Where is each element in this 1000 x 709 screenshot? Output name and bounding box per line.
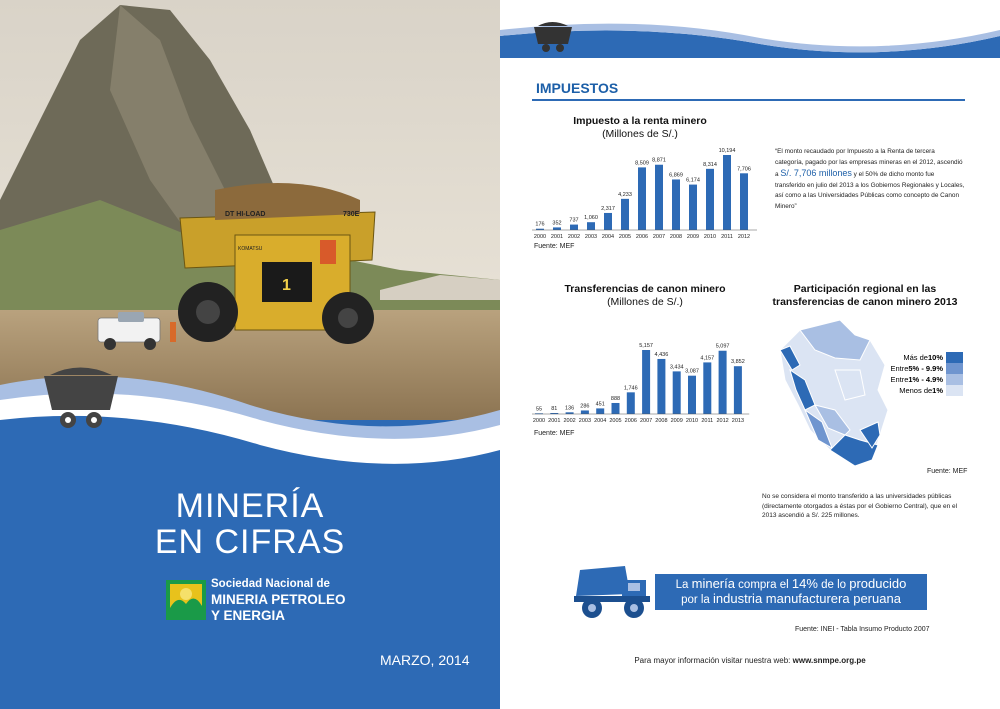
banner-text: La [675, 579, 692, 591]
section-divider [532, 99, 965, 101]
bar-2003 [581, 410, 589, 414]
map-title-line1: Participación regional en las [793, 283, 937, 295]
banner-source: Fuente: INEI - Tabla Insumo Producto 2007 [795, 626, 930, 633]
section-title: IMPUESTOS [536, 80, 619, 96]
map-title [765, 283, 965, 309]
cover-title-line2: EN CIFRAS [154, 523, 346, 561]
legend-swatch [946, 385, 963, 396]
bar-2001 [553, 227, 561, 230]
x-tick-label: 2010 [685, 418, 699, 424]
bar-label: 81 [551, 405, 558, 412]
bar-2006 [638, 167, 646, 230]
bar-2012 [719, 351, 727, 414]
banner-text: industria manufacturera peruana [713, 591, 901, 606]
legend-swatch [946, 374, 963, 385]
legend-swatch [946, 352, 963, 363]
bar-label: 8,871 [652, 157, 666, 164]
legend-item [868, 352, 963, 363]
cover-title-line1: MINERÍA [175, 487, 325, 525]
x-tick-label: 2002 [563, 418, 576, 424]
map-legend [868, 352, 963, 396]
quote-highlight: S/. 7,706 millones [780, 168, 852, 178]
footer [500, 656, 1000, 665]
map-source: Fuente: MEF [927, 468, 968, 475]
bar-label: 176 [535, 221, 545, 228]
banner-text: compra [734, 579, 780, 591]
chart1-subtitle: (Millones de S/.) [602, 128, 678, 140]
bar-2004 [596, 408, 604, 414]
bar-label: 3,434 [669, 364, 684, 371]
bar-label: 8,314 [703, 161, 717, 168]
bar-label: 3,087 [685, 368, 699, 375]
chart1-title: Impuesto a la renta minero [573, 115, 707, 127]
x-tick-label: 2001 [550, 234, 564, 240]
bar-2006 [627, 392, 635, 414]
x-tick-label: 2012 [716, 418, 729, 424]
legend-value: 10% [927, 353, 943, 362]
chart1-source: Fuente: MEF [534, 243, 575, 250]
footer-text: Para mayor información visitar nuestra web: [634, 656, 793, 665]
bar-2009 [689, 185, 697, 230]
x-tick-label: 2008 [669, 234, 683, 240]
x-tick-label: 2004 [601, 234, 615, 240]
bar-label: 888 [610, 395, 621, 402]
x-tick-label: 2011 [701, 418, 714, 424]
bar-2003 [587, 222, 595, 230]
bar-2011 [723, 155, 731, 230]
banner-text: el [779, 579, 792, 591]
bar-label: 7,706 [737, 166, 751, 173]
quote-part1: “El monto recaudado por Impuesto a la Renta de tercera categoría, pagado por las empresas mineras en el 2012, ascendió a [775, 148, 963, 178]
bar-label: 8,509 [635, 160, 649, 167]
x-tick-label: 2009 [686, 234, 700, 240]
bar-label: 451 [595, 401, 605, 408]
bar-label: 1,060 [584, 215, 598, 222]
truck-model: 730E [343, 211, 360, 218]
bar-2010 [688, 376, 696, 414]
x-tick-label: 2011 [721, 234, 733, 240]
org-name-line2: MINERIA PETROLEO [211, 592, 346, 607]
quote-part2: y el 50% de dicho monto fue transferido en julio del 2013 a los Gobiernos Regionales y Locales, así como a las Universidades Públicas como concepto de Canon Minero” [775, 171, 965, 210]
x-tick-label: 2003 [584, 234, 598, 240]
map-note: No se considera el monto transferido a las universidades públicas (directamente otorgados a éstas por el Gobierno Central), que en el 2013 ascendió a S/. 225 millones. [762, 493, 958, 519]
bar-label: 737 [569, 217, 579, 224]
bar-2012 [740, 173, 748, 230]
legend-item [868, 374, 963, 385]
website-link[interactable]: www.snmpe.org.pe [792, 656, 866, 665]
chart1-svg [532, 140, 757, 242]
chart2-svg [532, 332, 757, 428]
bar-2009 [673, 371, 681, 414]
legend-swatch [946, 363, 963, 374]
bar-label: 10,194 [718, 148, 736, 154]
bar-2008 [657, 359, 665, 414]
banner-text: minería [691, 576, 735, 591]
legend-item [868, 385, 963, 396]
org-name-line3: Y ENERGIA [211, 608, 286, 623]
bar-label: 3,852 [731, 359, 745, 366]
header-wave [500, 0, 1000, 70]
bar-label: 136 [565, 405, 575, 412]
x-tick-label: 2004 [594, 418, 607, 424]
x-tick-label: 2006 [635, 234, 649, 240]
chart2-title-block [540, 283, 750, 309]
x-tick-label: 2007 [652, 234, 666, 240]
chart2-subtitle: (Millones de S/.) [607, 296, 683, 308]
legend-prefix: Más de [903, 353, 928, 362]
bar-label: 5,157 [639, 343, 653, 349]
bar-2007 [642, 350, 650, 414]
truck-make: KOMATSU [238, 246, 263, 252]
x-tick-label: 2001 [548, 418, 561, 424]
bar-label: 6,174 [686, 177, 700, 184]
legend-prefix: Menos de [899, 386, 933, 395]
x-tick-label: 2005 [618, 234, 632, 240]
x-tick-label: 2000 [533, 234, 547, 240]
bar-label: 4,233 [618, 191, 632, 198]
legend-value: 1% [932, 386, 943, 395]
snmpe-logo-icon [166, 580, 206, 620]
bar-2013 [734, 366, 742, 414]
org-name-line1: Sociedad Nacional de [211, 578, 330, 590]
bar-2007 [655, 165, 663, 230]
legend-prefix: Entre [890, 375, 909, 384]
x-tick-label: 2006 [624, 418, 637, 424]
banner-text: 14% [791, 576, 818, 591]
banner [655, 574, 927, 610]
bar-label: 4,157 [700, 355, 715, 362]
x-tick-label: 2000 [532, 418, 546, 424]
bar-label: 352 [552, 220, 562, 227]
banner-text: de lo [817, 579, 850, 591]
bar-label: 55 [535, 406, 543, 413]
chart2-source: Fuente: MEF [534, 430, 575, 437]
x-tick-label: 2007 [639, 418, 653, 424]
x-tick-label: 2002 [567, 234, 581, 240]
truck-number: 1 [282, 277, 291, 294]
map-title-line2: transferencias de canon minero 2013 [772, 296, 958, 308]
legend-item [868, 363, 963, 374]
bar-2011 [703, 362, 711, 414]
bar-label: 2,317 [601, 205, 615, 212]
bar-2005 [621, 199, 629, 230]
chart1-title-block [535, 115, 745, 141]
dump-truck-icon [570, 562, 660, 622]
x-tick-label: 2003 [578, 418, 592, 424]
legend-value: 1% - 4.9% [908, 375, 943, 384]
worker [170, 322, 176, 342]
bar-2008 [672, 179, 680, 230]
x-tick-label: 2008 [655, 418, 668, 424]
bar-2010 [706, 169, 714, 230]
banner-text: por la [681, 594, 714, 606]
cover-date: MARZO, 2014 [380, 652, 470, 668]
x-tick-label: 2009 [670, 418, 683, 424]
x-tick-label: 2005 [609, 418, 622, 424]
x-tick-label: 2010 [703, 234, 717, 240]
x-tick-label: 2013 [731, 418, 745, 424]
bar-label: 4,436 [654, 351, 669, 358]
banner-text: producido [849, 576, 907, 591]
bar-label: 5,097 [715, 343, 730, 350]
bar-2002 [570, 225, 578, 230]
bar-2005 [612, 403, 620, 414]
x-tick-label: 2012 [737, 234, 751, 240]
bar-2004 [604, 213, 612, 230]
legend-value: 5% - 9.9% [908, 364, 943, 373]
bar-label: 6,869 [669, 172, 683, 179]
truck-brand: DT HI-LOAD [225, 211, 266, 218]
quote-text [775, 147, 965, 212]
chart2-title: Transferencias de canon minero [564, 283, 726, 295]
bar-label: 1,746 [623, 385, 638, 392]
bar-label: 286 [580, 403, 590, 410]
legend-prefix: Entre [890, 364, 909, 373]
